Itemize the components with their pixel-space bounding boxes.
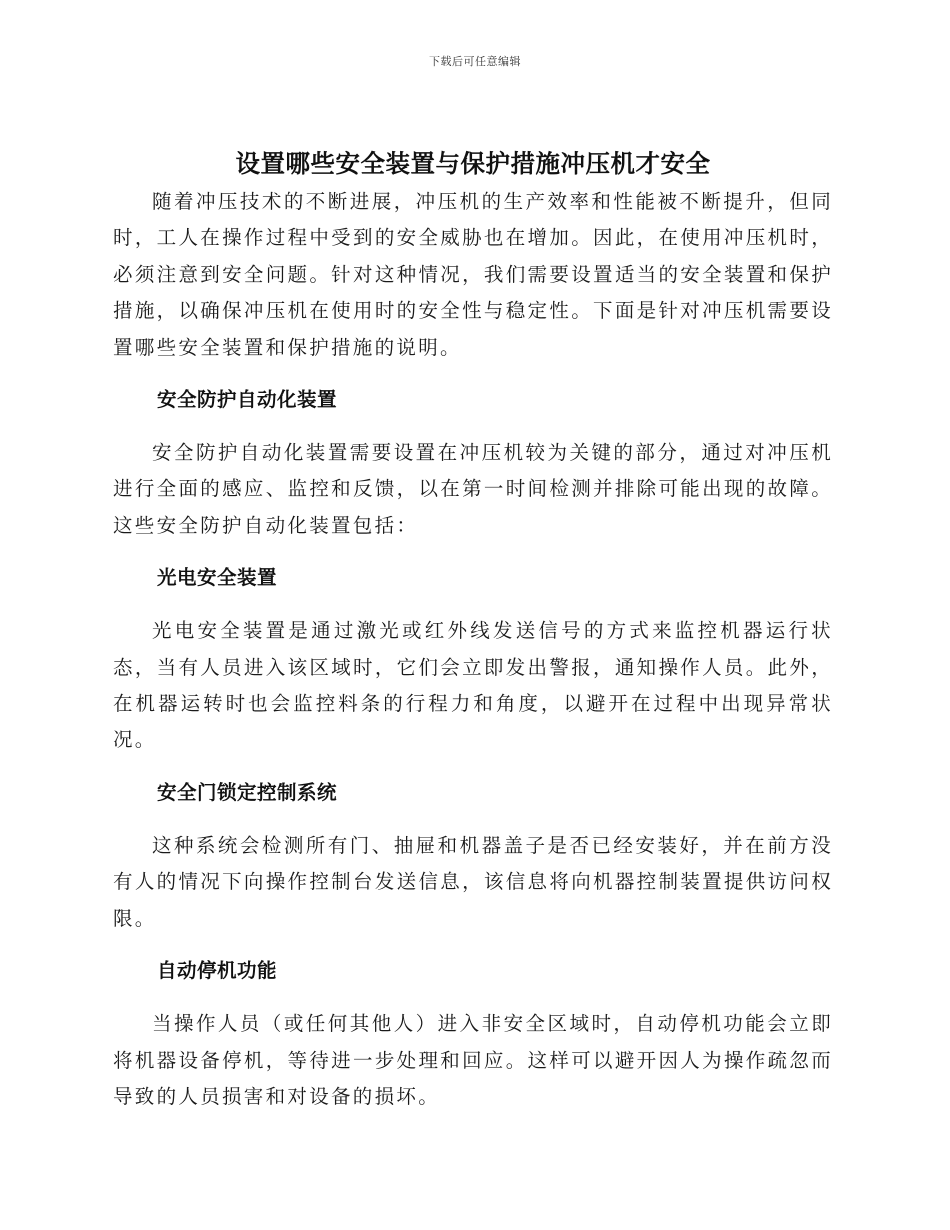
section-body-photoelectric: 光电安全装置是通过激光或红外线发送信号的方式来监控机器运行状态，当有人员进入该区域时，它们会立即发出警报，通知操作人员。此外，在机器运转时也会监控料条的行程力和角度，以避开在过程中出现异常状况。 [113,619,833,752]
spacer [113,366,833,382]
spacer [113,811,833,828]
section-heading-door-lock: 安全门锁定控制系统 [157,780,338,804]
section-heading-photoelectric: 光电安全装置 [157,566,278,590]
section-heading-auto-stop: 自动停机功能 [157,959,278,983]
document-title: 设置哪些安全装置与保护措施冲压机才安全 [235,149,711,178]
section-heading-automation: 安全防护自动化装置 [157,388,338,412]
document-body [113,144,833,1115]
section-body-automation: 安全防护自动化装置需要设置在冲压机较为关键的部分，通过对冲压机进行全面的感应、监控和反馈，以在第一时间检测并排除可能出现的故障。这些安全防护自动化装置包括： [113,441,833,537]
spacer [113,596,833,613]
spacer [113,937,833,953]
intro-paragraph: 随着冲压技术的不断进展，冲压机的生产效率和性能被不断提升，但同时，工人在操作过程中受到的安全威胁也在增加。因此，在使用冲压机时，必须注意到安全问题。针对这种情况，我们需要设置适当的安全装置和保护措施，以确保冲压机在使用时的安全性与稳定性。下面是针对冲压机需要设置哪些安全装置和保护措施的说明。 [113,190,833,359]
spacer [113,759,833,775]
spacer [113,544,833,560]
section-body-auto-stop: 当操作人员（或任何其他人）进入非安全区域时，自动停机功能会立即将机器设备停机，等待进一步处理和回应。这样可以避开因人为操作疏忽而导致的人员损害和对设备的损坏。 [113,1012,833,1108]
section-body-door-lock: 这种系统会检测所有门、抽屉和机器盖子是否已经安装好，并在前方没有人的情况下向操作控制台发送信息，该信息将向机器控制装置提供访问权限。 [113,833,833,930]
spacer [113,418,833,435]
spacer [113,989,833,1006]
page-header-note: 下载后可任意编辑 [429,55,521,68]
